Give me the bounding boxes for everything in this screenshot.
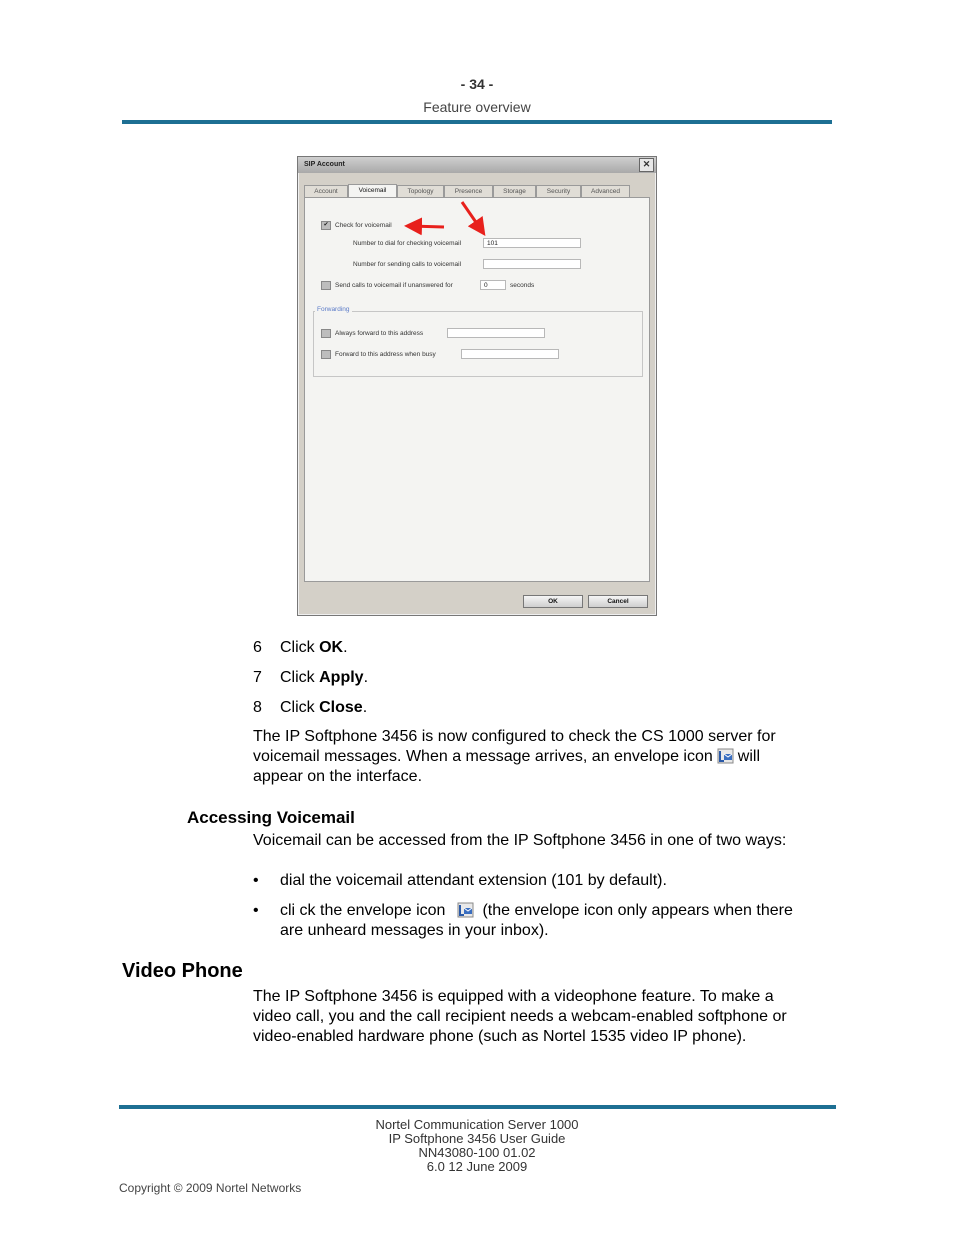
page-number: - 34 - [460, 76, 494, 92]
video-phone-heading: Video Phone [122, 960, 243, 982]
footer-guide: IP Softphone 3456 User Guide [388, 1131, 566, 1146]
bullet-marker: • [253, 872, 259, 889]
forward-busy-label: Forward to this address when busy [335, 351, 436, 358]
dialog-title: SIP Account [304, 161, 345, 168]
video-paragraph: The IP Softphone 3456 is equipped with a videophone feature. To make a video call, you and the call recipient needs a webcam-enabled softphone or video-enabled hardware phone (such as Nortel 1535 video IP phone). [253, 988, 787, 1045]
ok-button[interactable]: OK [523, 595, 583, 608]
tab-account[interactable]: Account [304, 185, 348, 197]
tab-advanced[interactable]: Advanced [581, 185, 630, 197]
close-icon[interactable]: ✕ [639, 158, 654, 172]
bullet-marker: • [253, 902, 259, 919]
footer-rule [119, 1105, 836, 1109]
seconds-field[interactable]: 0 [480, 280, 506, 290]
footer-version-date: 6.0 12 June 2009 [426, 1159, 528, 1174]
forwarding-title: Forwarding [317, 306, 350, 313]
dial-number-label: Number to dial for checking voicemail [353, 240, 462, 247]
step-number: 6 [253, 639, 262, 656]
section-title: Feature overview [423, 99, 531, 115]
accessing-voicemail-heading: Accessing Voicemail [187, 808, 355, 827]
bullet-envelope: cli ck the envelope icon (the envelope icon only appears when there are unheard messages in your inbox). [280, 902, 793, 939]
envelope-icon [717, 748, 734, 764]
seconds-label: seconds [510, 282, 535, 289]
check-voicemail-label: Check for voicemail [335, 222, 392, 229]
tab-presence[interactable]: Presence [444, 185, 493, 197]
step-6 [253, 638, 348, 658]
arrow-to-checkbox [410, 226, 444, 227]
step-number: 8 [253, 699, 262, 716]
send-number-label: Number for sending calls to voicemail [353, 261, 462, 268]
step-8 [253, 698, 368, 718]
step-number: 7 [253, 669, 262, 686]
bullet-dial-extension: dial the voicemail attendant extension (101 by default). [280, 872, 667, 889]
accessing-intro: Voicemail can be accessed from the IP Softphone 3456 in one of two ways: [253, 832, 787, 849]
step-text: Click Close. [280, 699, 368, 716]
tab-storage[interactable]: Storage [493, 185, 536, 197]
configured-paragraph: The IP Softphone 3456 is now configured to check the CS 1000 server for voicemail messages. When a message arrives, an envelope icon will appear on the interface. [253, 728, 776, 785]
header-rule [122, 120, 832, 124]
annotation-arrows [298, 157, 656, 615]
footer-doc-number: NN43080-100 01.02 [418, 1145, 536, 1160]
step-7 [253, 668, 369, 688]
tab-topology[interactable]: Topology [397, 185, 444, 197]
dial-number-field[interactable]: 101 [483, 238, 581, 248]
check-voicemail-checkbox[interactable]: ✔ [321, 221, 331, 230]
arrow-to-dial-field [462, 202, 482, 231]
envelope-icon [457, 902, 474, 918]
copyright: Copyright © 2009 Nortel Networks [119, 1181, 302, 1195]
tab-security[interactable]: Security [536, 185, 581, 197]
cancel-button[interactable]: Cancel [588, 595, 648, 608]
tab-voicemail[interactable]: Voicemail [348, 184, 397, 197]
footer-product: Nortel Communication Server 1000 [375, 1117, 579, 1132]
step-text: Click OK. [280, 639, 348, 656]
step-text: Click Apply. [280, 669, 369, 686]
always-forward-label: Always forward to this address [335, 330, 424, 337]
sip-account-dialog [297, 156, 657, 616]
send-unanswered-label: Send calls to voicemail if unanswered for [335, 282, 453, 289]
